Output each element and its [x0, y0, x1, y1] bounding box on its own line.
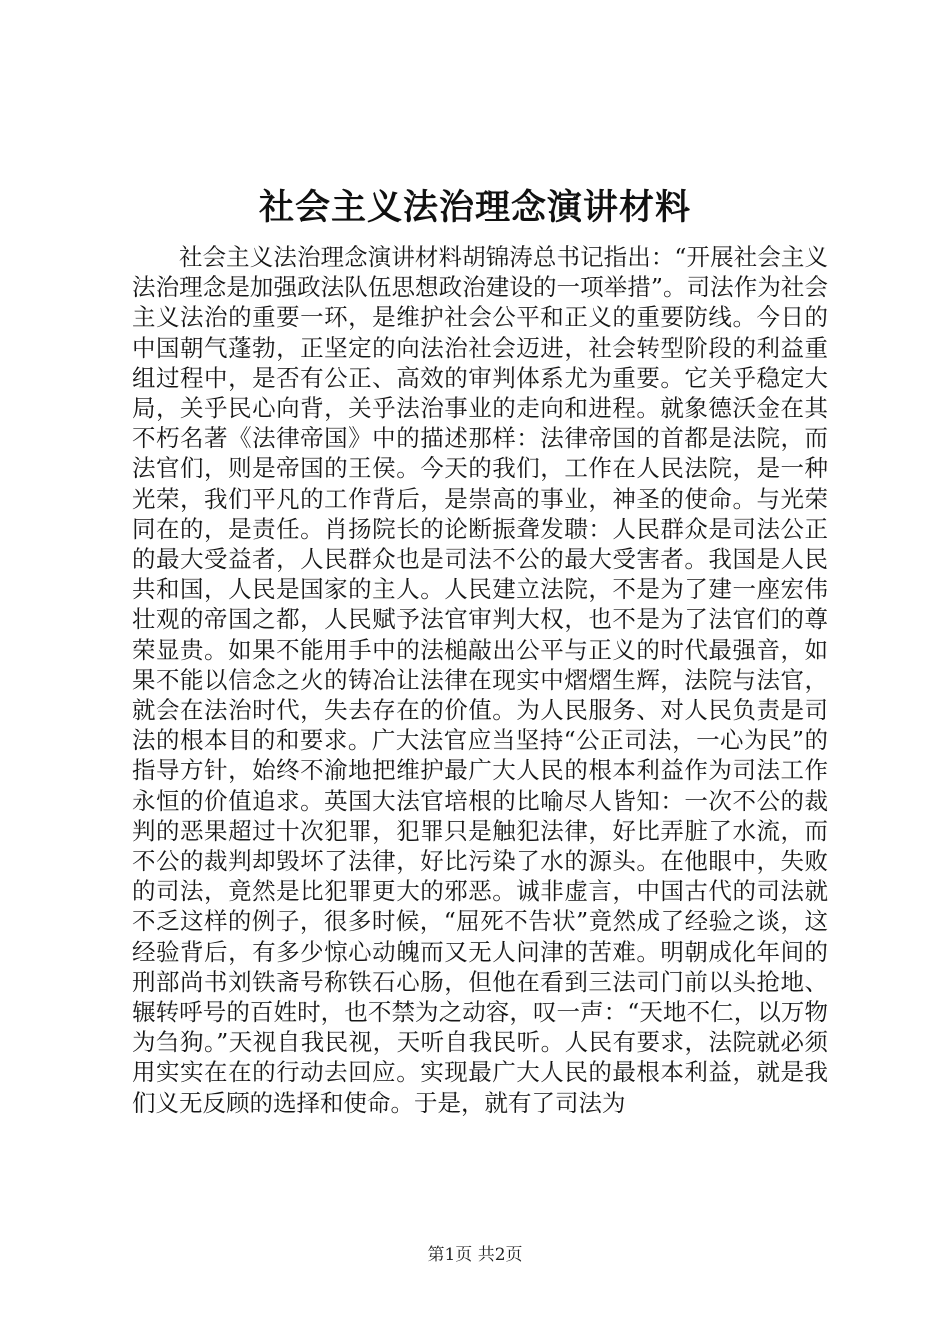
- page-footer: 第1页 共2页: [427, 1245, 523, 1265]
- document-title: 社会主义法治理念演讲材料: [258, 187, 691, 228]
- body-paragraph: 社会主义法治理念演讲材料胡锦涛总书记指出：“开展社会主义法治理念是加强政法队伍思想政治建设的一项举措”。司法作为社会主义法治的重要一环，是维护社会公平和正义的重要防线。今日的中国朝气蓬勃，正坚定的向法治社会迈进，社会转型阶段的利益重组过程中，是否有公正、高效的审判体系尤为重要。它关乎稳定大局，关乎民心向背，关乎法治事业的走向和进程。就象德沃金在其不朽名著《法律帝国》中的描述那样：法律帝国的首都是法院，而法官们，则是帝国的王侯。今天的我们，工作在人民法院，是一种光荣，我们平凡的工作背后，是崇高的事业，神圣的使命。与光荣同在的，是责任。肖扬院长的论断振聋发聩：人民群众是司法公正的最大受益者，人民群众也是司法不公的最大受害者。我国是人民共和国，人民是国家的主人。人民建立法院，不是为了建一座宏伟壮观的帝国之都，人民赋予法官审判大权，也不是为了法官们的尊荣显贵。如果不能用手中的法槌敲出公平与正义的时代最强音，如果不能以信念之火的铸冶让法律在现实中熠熠生辉，法院与法官，就会在法治时代，失去存在的价值。为人民服务、对人民负责是司法的根本目的和要求。广大法官应当坚持“公正司法，一心为民”的指导方针，始终不渝地把维护最广大人民的根本利益作为司法工作永恒的价值追求。英国大法官培根的比喻尽人皆知：一次不公的裁判的恶果超过十次犯罪，犯罪只是触犯法律，好比弄脏了水流，而不公的裁判却毁坏了法律，好比污染了水的源头。在他眼中，失败的司法，竟然是比犯罪更大的邪恶。诚非虚言，中国古代的司法就不乏这样的例子，很多时候，“屈死不告状”竟然成了经验之谈，这经验背后，有多少惊心动魄而又无人问津的苦难。明朝成化年间的刑部尚书刘铁斋号称铁石心肠，但他在看到三法司门前以头抢地、辗转呼号的百姓时，也不禁为之动容，叹一声：“天地不仁，以万物为刍狗。”天视自我民视，天听自我民听。人民有要求，法院就必须用实实在在的行动去回应。实现最广大人民的最根本利益，就是我们义无反顾的选择和使命。于是，就有了司法为: [132, 243, 828, 1117]
